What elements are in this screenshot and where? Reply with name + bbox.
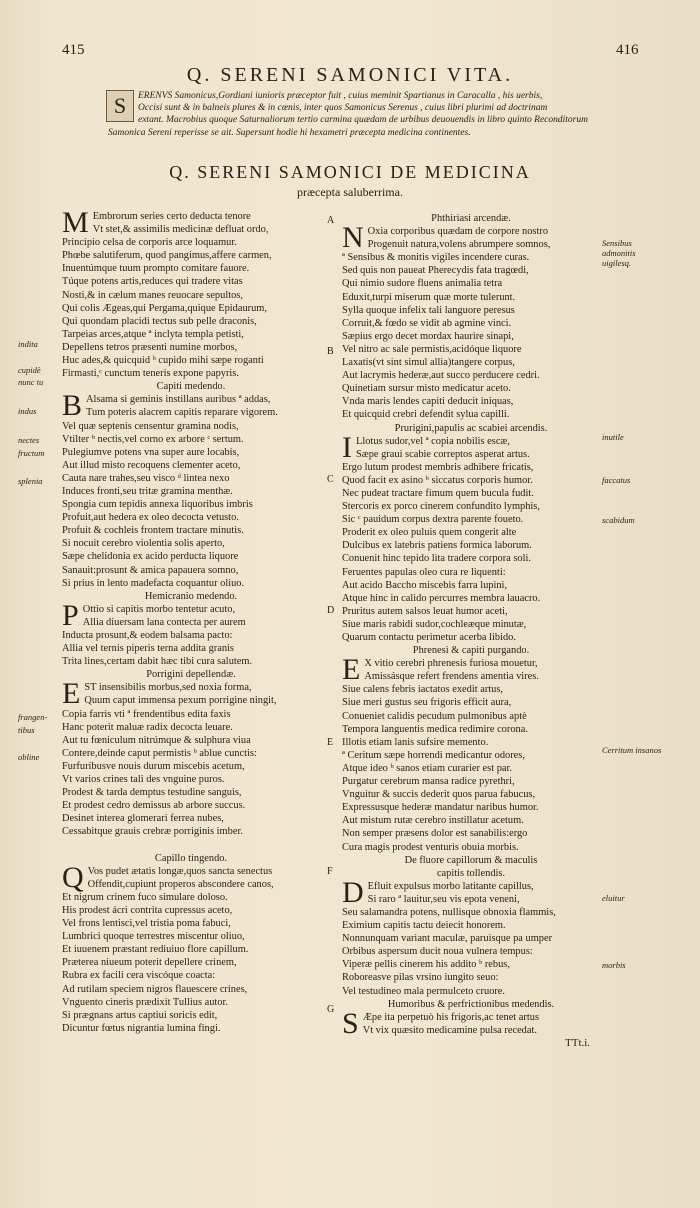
line-text: Furfuribusve nouis durum miscebis acetum, — [62, 760, 245, 772]
verse-line — [93, 223, 320, 236]
verse-line — [62, 511, 320, 524]
verse-line — [62, 655, 320, 668]
margin-note-right: inutile — [602, 432, 624, 442]
line-text: Expressusque hederæ mandatur naribus humor. — [342, 802, 539, 814]
biography-paragraph — [108, 90, 598, 139]
page-number-left: 415 — [62, 42, 85, 58]
line-text: Prodest & tarda demptus testudine sanguis, — [62, 787, 242, 799]
line-text: Progenuit natura,volens abrumpere somnos, — [367, 239, 551, 251]
verse-line — [62, 969, 320, 982]
line-text: Æpe ita perpetuò his frigoris,ac tenet artus — [362, 1011, 539, 1023]
line-text: Principio celsa de corporis arce loquamur. — [62, 237, 237, 249]
verse-line — [342, 696, 600, 709]
line-text: Porrigini depellendæ. — [146, 669, 236, 681]
line-text: Cura magis prodest venturis obuia morbis. — [342, 841, 519, 853]
verse-line — [83, 616, 320, 629]
verse-line — [342, 827, 600, 840]
line-text: Viperæ pellis cinerem his addito ᵇ rebus, — [342, 959, 510, 971]
line-text: Aut illud misto recoquens clementer aceto, — [62, 459, 241, 471]
verse-line — [62, 786, 320, 799]
line-text: Qui nimio sudore fluens animalia tetra — [342, 278, 503, 290]
line-text: Humoribus & perfrictionibus medendis. — [387, 998, 555, 1010]
line-text: Nonnunquam variant maculæ, paruisque pa umper — [342, 933, 553, 945]
right-text-column — [342, 212, 600, 1040]
line-text: Oxia corporibus quædam de corpore nostro — [367, 226, 549, 238]
margin-note-right: faccatus — [602, 475, 631, 485]
verse-line — [342, 788, 600, 801]
verse-line — [62, 354, 320, 367]
line-text: Seu salamandra potens, nullisque obnoxia flammis, — [342, 906, 556, 918]
verse-line — [62, 839, 320, 852]
line-text: Depellens tetros præsenti numine morbos, — [62, 341, 238, 353]
verse-line — [342, 566, 600, 579]
line-text: Profuit,aut hedera ex oleo decocta vetusto. — [62, 512, 239, 524]
drop-cap: E — [342, 653, 361, 687]
margin-note-right: morbis — [602, 960, 626, 970]
line-text: Quum caput immensa pexum porrigine ningit, — [84, 695, 277, 707]
verse-line — [62, 629, 320, 642]
line-text: Phrenesi & capiti purgando. — [412, 645, 530, 657]
margin-note-left: tibus — [18, 725, 35, 735]
section-letter: C — [327, 474, 334, 485]
line-text: ª Sensibus & monitis vigiles incendere curas. — [342, 252, 530, 264]
line-text: Qui colis Ægeas,qui Pergama,quique Epidaurum, — [62, 302, 267, 314]
line-text: Corruit,& fœdo se vidit ab agmine vinci. — [342, 317, 512, 329]
line-text: Si raro ª lauitur,seu vis epota veneni, — [367, 893, 520, 905]
verse-line — [342, 526, 600, 539]
line-text: Capillo tingendo. — [154, 852, 228, 864]
section-heading — [62, 590, 320, 603]
verse-line — [62, 433, 320, 446]
line-text: capitis tollendis. — [436, 867, 506, 879]
verse-line — [86, 393, 320, 406]
section-heading — [342, 854, 600, 867]
line-text: Cauta nare trahes,seu visco ᵈ lintea nexo — [62, 472, 230, 484]
line-text: Vt stet,& assimilis medicinæ defluat ordo, — [92, 224, 269, 236]
verse-line — [342, 605, 600, 618]
verse-line — [62, 577, 320, 590]
verse-line — [342, 814, 600, 827]
verse-line — [368, 880, 600, 893]
line-text: Vos pudet ætatis longæ,quos sancta senectus — [87, 865, 273, 877]
verse-line — [342, 487, 600, 500]
line-text: ST insensibilis morbus,sed noxia forma, — [84, 682, 252, 694]
line-text: Si nocuit cerebro violentia solis aperto, — [62, 538, 225, 550]
verse-line — [342, 579, 600, 592]
line-text: Cessabitque grauis crebræ porriginis imber. — [62, 826, 243, 838]
line-text: Quod facit ex asino ᵇ siccatus corporis humor. — [342, 474, 533, 486]
line-text: Nosti,& in cælum manes reuocare sepultos, — [62, 289, 243, 301]
verse-line — [342, 277, 600, 290]
line-text: Atque ideo ᵇ sanos etiam curarier est par. — [342, 762, 512, 774]
section-heading — [342, 998, 600, 1011]
verse-line — [62, 799, 320, 812]
line-text: Purgatur cerebrum mansa radice pyrethri, — [342, 776, 515, 788]
verse-line — [62, 721, 320, 734]
verse-line — [84, 694, 320, 707]
verse-line — [342, 710, 600, 723]
verse-line — [363, 1011, 600, 1024]
verse-line — [62, 328, 320, 341]
line-text: Siue calens febris iactatos exedit artus, — [342, 684, 503, 696]
line-text: Copia farris vti ª frendentibus edita faxis — [62, 708, 231, 720]
line-text: Aut mistum rutæ cerebro instillatur acetum. — [342, 815, 524, 827]
line-text: Tarpeias arces,atque ª inclyta templa petisti, — [62, 328, 244, 340]
section-heading — [62, 380, 320, 393]
margin-note-left: frangen- — [18, 712, 48, 722]
verse-line — [342, 461, 600, 474]
drop-cap: B — [62, 389, 83, 423]
verse-line — [342, 408, 600, 421]
verse-line — [62, 734, 320, 747]
line-text: Efluit expulsus morbo latitante capillus, — [367, 880, 534, 892]
verse-line — [342, 539, 600, 552]
verse-line — [83, 603, 320, 616]
left-text-column — [62, 206, 320, 1035]
verse-line — [62, 904, 320, 917]
line-text: Qui quondam placidi tectus sub pelle draconis, — [62, 315, 257, 327]
line-text: Embrorum series certo deducta tenore — [92, 211, 251, 222]
verse-line — [62, 446, 320, 459]
margin-note-right: eluitur — [602, 893, 625, 903]
line-text: Et quicquid crebri defendit sylua capilli. — [342, 409, 510, 421]
verse-line — [368, 893, 600, 906]
verse-line — [62, 917, 320, 930]
verse-line — [62, 642, 320, 655]
line-text: Aut tu fœniculum nitrúmque & sulphura viua — [62, 734, 251, 746]
verse-line — [62, 315, 320, 328]
verse-line — [62, 956, 320, 969]
line-text: Conueniet calidis pecudum pulmonibus aptè — [342, 710, 527, 722]
line-text: Contere,deinde caput permistis ᵇ ablue cunctis: — [62, 747, 257, 759]
line-text: Allia vel ternis piperis terna addita granis — [62, 643, 234, 655]
line-text: Eximium capitis tactu deiecit honorem. — [342, 920, 506, 932]
verse-line — [368, 238, 600, 251]
line-text: Sæpius ergo decet mordax haurire sinapi, — [342, 330, 514, 342]
line-text: Phthiriasi arcendæ. — [431, 213, 511, 224]
verse-line — [62, 472, 320, 485]
line-text: Atque hinc in calido percurres membra lauacro. — [342, 592, 541, 604]
line-text: Vt varios crines tali des vnguine puros. — [62, 774, 225, 786]
verse-line — [342, 382, 600, 395]
line-text: Sylla quoque infelix tali languore peresus — [342, 304, 515, 316]
line-text: Nec pudeat tractare fimum quem bucula fudit. — [342, 487, 534, 499]
verse-line — [342, 395, 600, 408]
line-text: Orbibus aspersum ducit noua vulnera tempus: — [342, 946, 533, 958]
verse-line — [356, 448, 600, 461]
line-text: Trita lines,certam dabit hæc tibi cura salutem. — [62, 656, 253, 668]
line-text: Aut acido Baccho miscebis farra lupini, — [342, 579, 508, 591]
verse-line — [342, 906, 600, 919]
verse-line — [62, 747, 320, 760]
section-letter: A — [327, 215, 335, 226]
line-text: Pruritus autem salsos leuat humor aceti, — [342, 605, 508, 617]
margin-note-left: splenia — [18, 476, 43, 486]
verse-line — [342, 958, 600, 971]
line-text: Ergo lutum prodest membris adhibere fricatis, — [342, 461, 534, 473]
line-text: Aut lacrymis hederæ,aut succo perducere cedri. — [342, 370, 540, 382]
line-text: Sæpe graui scabie correptos asperat artus. — [356, 448, 530, 460]
verse-line — [342, 264, 600, 277]
drop-cap: I — [342, 430, 352, 464]
verse-line — [342, 343, 600, 356]
line-text: Præterea niueum poterit depellere crinem, — [62, 957, 237, 969]
verse-line — [342, 592, 600, 605]
margin-note-right: Cerritum insanos — [602, 745, 662, 755]
verse-line — [342, 985, 600, 998]
line-text: Llotus sudor,vel ª copia nobilis escæ, — [356, 435, 510, 447]
verse-line — [62, 760, 320, 773]
section-letter: G — [327, 1004, 335, 1015]
section-letter: F — [327, 866, 333, 877]
line-text: X vitio cerebri phrenesis furiosa mouetur, — [364, 658, 538, 670]
verse-line — [62, 236, 320, 249]
verse-line — [62, 420, 320, 433]
line-text: Si prius in lento madefacta coquantur oliuo. — [62, 577, 245, 589]
line-text: Phœbe salutiferum, quod pangimus,affere carmen, — [62, 250, 272, 262]
verse-line — [62, 891, 320, 904]
section-heading — [342, 867, 600, 880]
verse-line — [62, 498, 320, 511]
verse-line — [356, 435, 600, 448]
margin-note-left: fructum — [18, 448, 45, 458]
verse-line — [342, 749, 600, 762]
drop-cap: Q — [62, 860, 84, 894]
line-text: Rubra ex facili cera viscóque coacta: — [62, 970, 216, 982]
line-text: Inducta prosunt,& eodem balsama pacto: — [62, 630, 233, 641]
bio-line: Occisi sunt & in balneis plures & in cœnis, inter quos Samonicus Serenus , cuius libri plurimi ad doctrinam — [138, 103, 548, 114]
line-text: Vt vix quæsito medicamine pulsa recedat. — [362, 1024, 537, 1036]
line-text: Sæpe chelidonia ex acido perducta liquore — [62, 551, 239, 563]
verse-line — [342, 932, 600, 945]
verse-line — [62, 524, 320, 537]
margin-note-left: cupidè — [18, 365, 41, 375]
line-text: Tum poteris alacrem capitis reparare vigorem. — [86, 407, 278, 419]
verse-line — [342, 683, 600, 696]
line-text: Non semper præsens dolor est sanabilis:ergo — [342, 828, 528, 840]
line-text: Hanc poterit maluæ radix decocta leuare. — [62, 721, 233, 733]
verse-line — [342, 513, 600, 526]
verse-line — [342, 631, 600, 644]
line-text: Vnda maris lendes capiti deducit iniquas, — [342, 396, 514, 408]
signature-mark: TTt.i. — [565, 1037, 591, 1049]
verse-line — [342, 330, 600, 343]
verse-line — [62, 302, 320, 315]
line-text: Huc ades,& quicquid ᵇ cupido mihi sæpe roganti — [62, 355, 264, 367]
margin-note-left: nunc tu — [18, 377, 44, 387]
line-text: Sed quis non paueat Pherecydis fata tragœdi, — [342, 265, 529, 277]
line-text: Proderit ex oleo puluis quem congerit alte — [342, 527, 517, 539]
drop-cap-initial: S — [106, 90, 134, 122]
verse-line — [342, 356, 600, 369]
verse-line — [62, 773, 320, 786]
verse-line — [84, 681, 320, 694]
line-text: Siue maris rabidi sudor,cochleæque minutæ, — [342, 618, 527, 630]
verse-line — [342, 919, 600, 932]
line-text: Quinetiam sursur misto medicatur aceto. — [342, 383, 511, 395]
line-text: Vel quæ septenis censentur gramina nodis, — [62, 420, 239, 432]
verse-line — [62, 812, 320, 825]
line-text: Profuit & cochleis frontem tractare minutis. — [62, 525, 244, 537]
line-text: Dulcibus ex latebris patiens formica laborum. — [342, 540, 532, 552]
line-text: Vnguitur & succis dederit quos parua fabucus, — [342, 789, 536, 801]
line-text: De fluore capillorum & maculis — [404, 854, 538, 866]
margin-note-left: obline — [18, 752, 40, 762]
verse-line — [62, 943, 320, 956]
line-text: Ottio si capitis morbo tentetur acuto, — [82, 603, 236, 615]
section-heading — [342, 212, 600, 225]
line-text: Et iuuenem præstant rediuiuo flore capillum. — [62, 944, 249, 956]
line-text: Offendit,cupiunt properos abscondere canos, — [87, 878, 274, 890]
line-text: Tempora languentis medica redimire corona. — [342, 723, 528, 735]
verse-line — [62, 262, 320, 275]
line-text: Quarum contactu perimetur acerba libido. — [342, 632, 516, 643]
line-text: Vel frons lentisci,vel tristia poma fabuci, — [62, 918, 231, 930]
section-letter: E — [327, 737, 334, 748]
verse-line — [62, 459, 320, 472]
verse-line — [363, 1024, 600, 1037]
verse-line — [62, 1022, 320, 1035]
line-text: Capiti medendo. — [156, 381, 226, 393]
line-text: Si prægnans artus captiui soricis edit, — [62, 1009, 218, 1021]
line-text: Prurigini,papulis ac scabiei arcendis. — [394, 422, 548, 434]
verse-line — [364, 670, 600, 683]
verse-line — [342, 736, 600, 749]
verse-line — [342, 971, 600, 984]
verse-line — [86, 406, 320, 419]
section-letter: D — [327, 605, 335, 616]
drop-cap: P — [62, 598, 79, 632]
bio-line: extant. Macrobius quoque Saturnaliorum tertio carmina quædam de urbibus deuouendis in libro quinto Reconditorum — [138, 115, 588, 126]
line-text: Desinet interea glomerari ferrea nubes, — [62, 813, 224, 825]
verse-line — [342, 317, 600, 330]
drop-cap: E — [62, 677, 81, 711]
verse-line — [342, 723, 600, 736]
margin-note-left: nectes — [18, 435, 40, 445]
line-text: Induces fronti,seu tritæ gramina menthæ. — [62, 485, 233, 497]
verse-line — [342, 762, 600, 775]
line-text: Vnguento cineris prædixit Tullius autor. — [62, 996, 228, 1008]
line-text: Spongia cum tepidis annexa liquoribus imbris — [62, 499, 253, 511]
line-text: Et prodest cedro demissus ab arbore succus. — [62, 800, 246, 812]
line-text: Túque potens artis,reduces qui tradere vitas — [62, 276, 243, 288]
verse-line — [342, 618, 600, 631]
drop-cap: M — [62, 206, 89, 239]
verse-line — [62, 825, 320, 838]
line-text: Feruentes papulas oleo cura re liquenti: — [342, 566, 506, 578]
verse-line — [342, 775, 600, 788]
margin-note-left: indus — [18, 406, 37, 416]
margin-note-right: scabidum — [602, 515, 635, 525]
verse-line — [342, 369, 600, 382]
line-text: Et nigrum crinem fuco simulare doloso. — [62, 891, 228, 903]
verse-line — [62, 367, 320, 380]
verse-line — [342, 251, 600, 264]
page-title: Q. SERENI SAMONICI VITA. — [186, 64, 514, 86]
section-heading — [62, 852, 320, 865]
bio-line: ERENVS Samonicus,Gordiani iunioris præceptor fuit , cuius meminit Spartianus in Caracalla , his uerbis, — [138, 91, 543, 101]
line-text: Firmasti,ᶜ cunctum teneris expone papyris. — [62, 368, 239, 380]
line-text: Hemicranio medendo. — [144, 590, 238, 602]
verse-line — [62, 275, 320, 288]
verse-line — [62, 289, 320, 302]
line-text: His prodest ácri contrita cupressus aceto, — [62, 904, 233, 916]
verse-line — [342, 552, 600, 565]
section-subtitle: præcepta saluberrima. — [297, 185, 403, 199]
drop-cap: N — [342, 221, 364, 255]
line-text: ª Ceritum sæpe horrendi medicantur odores, — [342, 749, 525, 761]
line-text: Amissásque refert frendens amentia vires. — [364, 671, 539, 683]
verse-line — [342, 841, 600, 854]
verse-line — [62, 708, 320, 721]
verse-line — [62, 564, 320, 577]
verse-line — [364, 657, 600, 670]
drop-cap: D — [342, 875, 364, 909]
verse-line — [62, 249, 320, 262]
verse-line — [342, 291, 600, 304]
verse-line — [62, 485, 320, 498]
line-text: Vel nitro ac sale permistis,acidóque liquore — [342, 343, 522, 355]
verse-line — [368, 225, 600, 238]
verse-line — [342, 474, 600, 487]
line-text: Allia diuersam lana contecta per aurem — [82, 616, 246, 628]
line-text: Sanauit:prosunt & amica papauera somno, — [62, 564, 239, 576]
drop-cap: S — [342, 1006, 359, 1040]
verse-line — [62, 983, 320, 996]
bio-line: Samonica Sereni reperisse se ait. Supersunt hodie hi hexametri præcepta medicina continentes. — [108, 127, 471, 138]
verse-line — [342, 500, 600, 513]
line-text: Siue meri gustus seu frigoris efficit aura, — [342, 697, 512, 709]
line-text: Vtilter ᵇ nectis,vel corno ex arbore ᶜ sertum. — [62, 433, 244, 445]
line-text: Laxatis(vt sint simul allia)tangere corpus, — [342, 357, 515, 369]
line-text: Ad rutilam speciem nigros flauescere crines, — [62, 983, 248, 995]
verse-line — [88, 865, 320, 878]
line-text: Conuenit hinc tepido lita tradere corpora soli. — [342, 553, 531, 565]
verse-line — [62, 550, 320, 563]
verse-line — [342, 801, 600, 814]
verse-line — [342, 304, 600, 317]
margin-note-left: indita — [18, 339, 38, 349]
page-number-right: 416 — [616, 42, 639, 58]
line-text: Lumbrici quoque terrestres miscentur oliuo, — [62, 931, 245, 943]
section-heading — [62, 668, 320, 681]
verse-line — [342, 945, 600, 958]
verse-line — [62, 996, 320, 1009]
verse-line — [62, 341, 320, 354]
line-text: Eduxit,turpi miserum quæ morte tulerunt. — [342, 291, 516, 303]
line-text: Stercoris ex porco cinerem confundito lymphis, — [342, 501, 540, 513]
verse-line — [88, 878, 320, 891]
section-heading — [342, 422, 600, 435]
line-text: Pulegiumve potens vna super aure locabis, — [62, 446, 240, 458]
line-text: Sic ᶜ pauidum corpus dextra parente foueto. — [342, 514, 524, 526]
verse-line — [62, 537, 320, 550]
verse-line — [93, 210, 320, 223]
verse-line — [62, 1009, 320, 1022]
section-heading — [342, 644, 600, 657]
line-text: Alsama si geminis instillans auribus ª addas, — [86, 394, 271, 406]
line-text: Illotis etiam lanis sufsire memento. — [342, 736, 489, 748]
verse-line — [62, 930, 320, 943]
line-text: Vel testudineo mala permulceto cruore. — [342, 985, 506, 997]
line-text: Dicuntur fœtus nigrantia lumina fingi. — [62, 1022, 221, 1034]
margin-note-right: Sensibus admonitis uigilesq. — [602, 238, 636, 268]
section-letter: B — [327, 346, 334, 357]
line-text: Roboreasve pilas vrsino iungito seuo: — [342, 972, 499, 984]
line-text: Inuentúmque tuum prompto comitare fauore. — [62, 263, 250, 275]
section-title: Q. SERENI SAMONICI DE MEDICINA — [169, 162, 531, 182]
